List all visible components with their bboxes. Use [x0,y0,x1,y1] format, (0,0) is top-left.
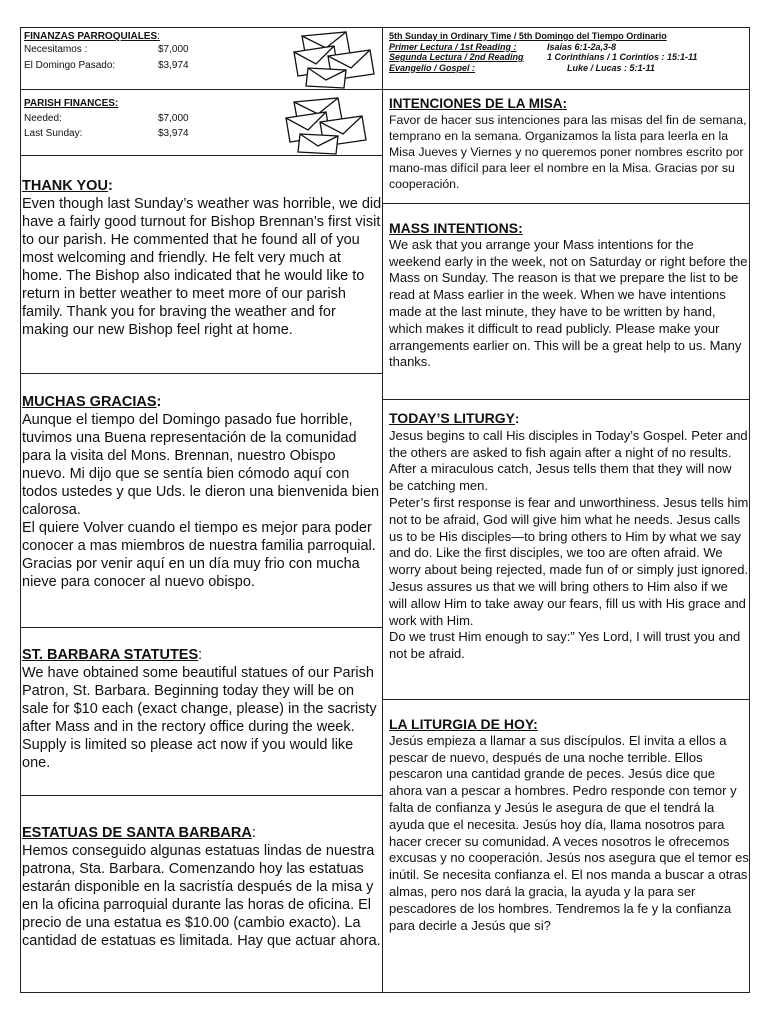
muchas-gracias-section: MUCHAS GRACIAS: Aunque el tiempo del Domingo pasado fue horrible, tuvimos una Buena representación de la comunidad para la visita del Mons. Brennan, nuestro Obispo nuevo. Mi dijo que se sentía bien cómodo aquí con todos ustedes y que Uds. le dieron una bienvenida bien calorosa. El quiere Volver cuando el tiempo es mejor para poder conocer a mas miembros de nuestra familia parroquial. Gracias por venir aquí en un día muy frio con mucha nieve para conocer al nuevo obispo. [22,393,382,591]
divider [382,399,750,400]
divider [382,203,750,204]
intenciones-title: INTENCIONES DE LA MISA: [389,96,568,111]
statutes-section: ST. BARBARA STATUTES: We have obtained some beautiful statues of our Parish Patron, St. Barbara. Beginning today they will be on sale for $10 each (exact change, please) in the sacristy after Mass and in the rectory office during the week. Supply is limited so please act now if you would like one. [22,646,382,772]
finanzas-row: El Domingo Pasado: $3,974 [24,60,189,71]
liturgy-header-title: 5th Sunday in Ordinary Time / 5th Domingo del Tiempo Ordinario [389,31,667,41]
muchas-gracias-body: Aunque el tiempo del Domingo pasado fue horrible, tuvimos una Buena representación de la comunidad para la visita del Mons. Brennan, nuestro Obispo nuevo. Mi dijo que se sentía bien cómodo aquí con todos ustedes y que Uds. le dieron una bienvenida bien calorosa. [22,412,380,518]
divider [20,627,382,628]
todays-liturgy-section: TODAY’S LITURGY: Jesus begins to call His disciples in Today’s Gospel. Peter and the others are asked to fish again after a night of no results. After a miraculous catch, Jesus tells them that they will now be catching men. Peter’s first response is fear and unworthiness. Jesus tells him not to be afraid, God will give him what he needs. Jesus calls us to be His disciples—to bring others to Him by what we say and do. Like the first disciples, we too are often afraid. We worry about being rejected, made fun of or simply just ignored. Jesus assures us that we will bring others to Him also if we will allow Him to take away our fears, fill us with His grace and work with Him. Do we trust Him enough to say:” Yes Lord, I will trust you and not be afraid. [389,410,749,662]
divider [382,89,750,90]
muchas-gracias-body: El quiere Volver cuando el tiempo es mejor para poder conocer a mas miembros de nuestra familia parroquial. Gracias por venir aquí en un día muy frio con mucha nieve para conocer al nuevo obispo. [22,520,376,590]
estatuas-title: ESTATUAS DE SANTA BARBARA [22,825,252,841]
todays-liturgy-body: Do we trust Him enough to say:” Yes Lord, I will trust you and not be afraid. [389,629,741,662]
divider [20,155,382,156]
liturgia-hoy-body: Jesús empieza a llamar a sus discípulos. El invita a ellos a pescar de nuevo, después de una noche terrible. Ellos pescaron una cantidad grande de peces. Jesús dice que ahora van a pescar a hombres. Pedro responde con temor y falta de confianza y Jesús le asegura de que el tendrá la ayuda que el necesita. Jesús hoy día, llama nosotros para hacer crecer su comunidad. A veces nosotros le ofrecemos excusas y no cooperación. Jesús nos asegura que el temor es inútil. Se necesita confianza el. El nos manda a buscar a otras almas, pero nos dará la gracia, la ayuda y la para ser pescadores de los hombres. Tendremos la fe y la confianza para decirle a Jesús que si? [389,732,749,933]
reading-row: Primer Lectura / 1st Reading : Isaias 6:1-2a,3-8 [389,41,617,52]
thank-you-section: THANK YOU: Even though last Sunday’s weather was horrible, we did have a fairly good turnout for Bishop Brennan’s first visit to our parish. He commented that he found all of you most welcoming and friendly. He felt very much at home. The Bishop also indicated that he would like to return in better weather to meet more of our parish family. Thank you for braving the weather and for making our new Bishop feel right at home. [22,178,382,338]
mass-intentions-title: MASS INTENTIONS: [389,220,523,236]
finanzas-box: FINANZAS PARROQUIALES: Necesitamos : $7,000 El Domingo Pasado: $3,974 [24,31,374,73]
todays-liturgy-body: Peter’s first response is fear and unworthiness. Jesus tells him not to be afraid, God will give him what he needs. Jesus calls us to be His disciples—to bring others to Him by what we say and do. Like the first disciples, we too are often afraid. We worry about being rejected, made fun of or simply just ignored. Jesus assures us that we will bring others to Him also if we will allow Him to take away our fears, fill us with His grace and work with Him. [389,494,749,628]
estatuas-section: ESTATUAS DE SANTA BARBARA: Hemos conseguido algunas estatuas lindas de nuestra patrona, Sta. Barbara. Comenzando hoy las estatuas estarán disponible en la sacristía después de la misa y en la oficina parroquial durante las horas de oficina. El precio de una estatua es $10.00 (cambio exacto). La cantidad de estatuas es limitada. Hay que actuar ahora. [22,825,381,949]
finanzas-row: Necesitamos : $7,000 [24,44,189,55]
envelopes-icon [280,96,370,156]
column-divider [382,27,383,993]
muchas-gracias-title: MUCHAS GRACIAS [22,394,157,410]
liturgy-header [389,31,749,73]
estatuas-body: Hemos conseguido algunas estatuas lindas de nuestra patrona, Sta. Barbara. Comenzando hoy las estatuas estarán disponible en la sacristía después de la misa y en la oficina parroquial durante las horas de oficina. El precio de una estatua es $10.00 (cambio exacto). La cantidad de estatuas es limitada. Hay que actuar ahora. [22,843,381,949]
todays-liturgy-title: TODAY’S LITURGY [389,410,516,426]
thank-you-title: THANK YOU [22,178,108,194]
divider [20,89,382,90]
divider [20,795,382,796]
reading-row: Segunda Lectura / 2nd Reading 1 Corinthians / 1 Corintios : 15:1-11 [389,52,698,62]
divider [20,373,382,374]
mass-intentions-body: We ask that you arrange your Mass intentions for the weekend early in the week, not on Saturday or right before the Mass on Sunday. The reason is that we prepare the list to be read at Mass earlier in the week. When we have intentions made at the last minute, they have to be written by hand, which makes it difficult to read publicly. Please make your arrangements earlier on. This will be a great help to us. Many thanks. [389,236,748,370]
intenciones-body: Favor de hacer sus intenciones para las misas del fin de semana, temprano en la semana. Organizamos la lista para leerla en la Misa Jueves y Viernes y no queremos poner nombres escrito por mano-mas difícil para leer el nombre en la Misa. Gracias por su cooperación. [389,113,747,191]
thank-you-body: Even though last Sunday’s weather was horrible, we did have a fairly good turnout for Bishop Brennan’s first visit to our parish. He commented that he found all of you most welcoming and friendly. He felt very much at home. The Bishop also indicated that he would like to return in better weather to meet more of our parish family. Thank you for braving the weather and for making our new Bishop feel right at home. [22,196,382,338]
parish-finances-title: PARISH FINANCES: [24,98,119,109]
statutes-body: We have obtained some beautiful statues of our Parish Patron, St. Barbara. Beginning today they will be on sale for $10 each (exact change, please) in the sacristy after Mass and in the rectory office during the week. Supply is limited so please act now if you would like one. [22,665,377,771]
statutes-title: ST. BARBARA STATUTES [22,647,199,663]
envelopes-icon [288,30,378,90]
liturgia-hoy-section [389,716,749,934]
reading-row: Evangelio / Gospel : Luke / Lucas : 5:1-11 [389,62,655,73]
todays-liturgy-body: Jesus begins to call His disciples in Today’s Gospel. Peter and the others are asked to fish again after a night of no results. After a miraculous catch, Jesus tells them that they will now be catching men. [389,427,748,494]
finanzas-title: FINANZAS PARROQUIALES [24,31,158,42]
mass-intentions-section [389,220,749,371]
intenciones-section [389,96,749,192]
divider [382,699,750,700]
finances-row: Needed: $7,000 [24,113,189,124]
finances-row: Last Sunday: $3,974 [24,128,189,139]
liturgia-hoy-title: LA LITURGIA DE HOY: [389,716,538,732]
